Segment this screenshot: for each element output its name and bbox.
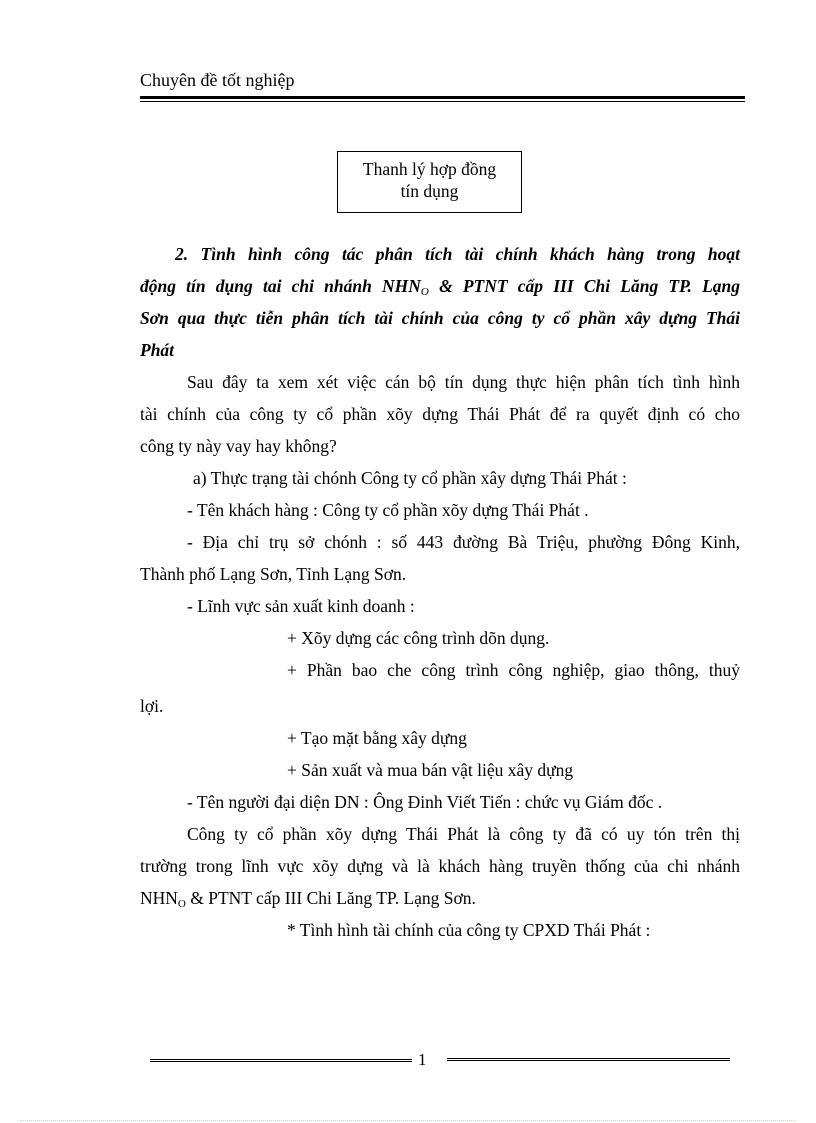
paragraph-line: công ty này vay hay không? xyxy=(140,436,337,456)
section-heading-line-2 xyxy=(140,275,740,297)
field-item: + Xõy dựng các công trình dõn dụng. xyxy=(287,628,550,648)
address-line-2: Thành phố Lạng Sơn, Tỉnh Lạng Sơn. xyxy=(140,564,407,584)
page-boundary xyxy=(20,1120,796,1121)
box-line-2: tín dụng xyxy=(400,181,459,201)
header-rule xyxy=(140,96,745,102)
field-item: + Phần bao che công trình công nghiệp, giao thông, thuỷ xyxy=(287,660,740,680)
contract-liquidation-box xyxy=(337,151,522,213)
section-heading-line-3: Sơn qua thực tiễn phân tích tài chính của công ty cổ phần xây dựng Thái xyxy=(140,308,740,328)
footer-rule-right xyxy=(447,1058,730,1061)
section-heading-line-1: 2. Tình hình công tác phân tích tài chính khách hàng trong hoạt xyxy=(175,244,740,264)
financial-situation-heading: * Tình hình tài chính của công ty CPXD Thái Phát : xyxy=(287,920,651,940)
paragraph-line: trường trong lĩnh vực xõy dựng và là khách hàng truyền thống của chi nhánh xyxy=(140,856,740,876)
subsection-a: a) Thực trạng tài chónh Công ty cổ phần xây dựng Thái Phát : xyxy=(193,468,627,488)
business-field: - Lĩnh vực sản xuất kinh doanh : xyxy=(187,596,415,616)
text: & PTNT cấp III Chi Lăng TP. Lạng Sơn. xyxy=(185,888,476,908)
page-number: 1 xyxy=(418,1050,427,1069)
section-heading-line-4: Phát xyxy=(140,340,175,360)
representative: - Tên người đại diện DN : Ông Đinh Viết Tiến : chức vụ Giám đốc . xyxy=(187,792,663,812)
heading-text: động tín dụng tai chi nhánh NHN xyxy=(140,276,421,296)
paragraph-line: tài chính của công ty cổ phần xõy dựng Thái Phát để ra quyết định có cho xyxy=(140,404,740,424)
paragraph-line: Sau đây ta xem xét việc cán bộ tín dụng thực hiện phân tích tình hình xyxy=(187,372,740,392)
heading-text: & PTNT cấp III Chi Lăng TP. Lạng xyxy=(439,276,740,296)
paragraph-line xyxy=(140,887,476,909)
text: NHN xyxy=(140,888,178,908)
subscript: O xyxy=(177,898,186,910)
footer-rule-left xyxy=(150,1059,412,1062)
address-line-1: - Địa chỉ trụ sở chónh : số 443 đường Bà Triệu, phường Đông Kinh, xyxy=(187,532,740,552)
field-item: + Tạo mặt bằng xây dựng xyxy=(287,728,467,748)
box-line-1: Thanh lý hợp đồng xyxy=(362,159,497,179)
customer-name: - Tên khách hàng : Công ty cổ phần xõy dựng Thái Phát . xyxy=(187,500,589,520)
paragraph-line: Công ty cổ phần xõy dựng Thái Phát là công ty đã có uy tón trên thị xyxy=(187,824,740,844)
header-title: Chuyên đề tốt nghiệp xyxy=(140,70,295,90)
subscript: O xyxy=(420,286,429,298)
field-item-cont: lợi. xyxy=(140,696,164,716)
field-item: + Sản xuất và mua bán vật liệu xây dựng xyxy=(287,760,574,780)
